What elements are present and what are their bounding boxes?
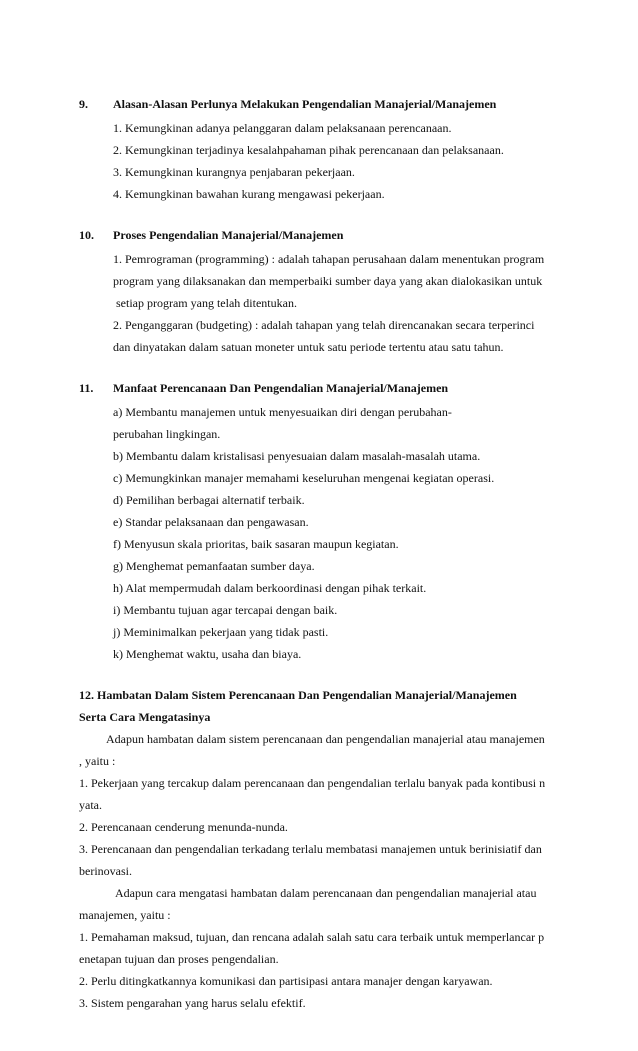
section-10-item: dan dinyatakan dalam satuan moneter untuk satu periode tertentu atau satu tahun. [113,340,504,354]
section-12-paragraph-line: berinovasi. [79,864,132,878]
section-12-paragraph-line: 3. Perencanaan dan pengendalian terkadang terlalu membatasi manajemen untuk berinisiatif dan [79,842,542,856]
section-11-item: f) Menyusun skala prioritas, baik sasaran maupun kegiatan. [113,537,399,551]
section-11-item: g) Menghemat pemanfaatan sumber daya. [113,559,315,573]
section-9-item: 1. Kemungkinan adanya pelanggaran dalam pelaksanaan perencanaan. [113,121,452,135]
section-9-number: 9. [79,97,88,111]
section-12-title-line1: 12. Hambatan Dalam Sistem Perencanaan Dan Pengendalian Manajerial/Manajemen [79,688,517,702]
section-12-paragraph-line: 1. Pekerjaan yang tercakup dalam perencanaan dan pengendalian terlalu banyak pada kontibusi n [79,776,546,790]
section-9-item: 4. Kemungkinan bawahan kurang mengawasi pekerjaan. [113,187,385,201]
section-11-title: Manfaat Perencanaan Dan Pengendalian Manajerial/Manajemen [113,381,449,395]
section-11-item: e) Standar pelaksanaan dan pengawasan. [113,515,309,529]
section-11-item: b) Membantu dalam kristalisasi penyesuaian dalam masalah-masalah utama. [113,449,481,463]
section-12-paragraph-line: enetapan tujuan dan proses pengendalian. [79,952,279,966]
section-12-paragraph-line: 2. Perencanaan cenderung menunda-nunda. [79,820,288,834]
section-12-paragraph-line: 2. Perlu ditingkatkannya komunikasi dan partisipasi antara manajer dengan karyawan. [79,974,493,988]
section-11-item: i) Membantu tujuan agar tercapai dengan baik. [113,603,338,617]
section-9-item: 3. Kemungkinan kurangnya penjabaran pekerjaan. [113,165,355,179]
section-11-item: perubahan lingkingan. [113,427,221,441]
section-12-paragraph-line: yata. [79,798,102,812]
section-10-title: Proses Pengendalian Manajerial/Manajemen [113,228,344,242]
section-11-item: d) Pemilihan berbagai alternatif terbaik. [113,493,305,507]
section-11-number: 11. [79,381,94,395]
section-10-item: program yang dilaksanakan dan memperbaiki sumber daya yang akan dialokasikan untuk [113,274,543,288]
section-12-title-line2: Serta Cara Mengatasinya [79,710,211,724]
section-10-item: 1. Pemrograman (programming) : adalah tahapan perusahaan dalam menentukan program [113,252,545,266]
section-12-paragraph-line: manajemen, yaitu : [79,908,171,922]
section-12-paragraph-line: 1. Pemahaman maksud, tujuan, dan rencana adalah salah satu cara terbaik untuk memperlancar p [79,930,545,944]
section-10-item: setiap program yang telah ditentukan. [116,296,297,310]
section-11-item: k) Menghemat waktu, usaha dan biaya. [113,647,302,661]
section-10-item: 2. Penganggaran (budgeting) : adalah tahapan yang telah direncanakan secara terperinci [113,318,535,332]
section-11-item: j) Meminimalkan pekerjaan yang tidak pasti. [113,625,329,639]
section-9-title: Alasan-Alasan Perlunya Melakukan Pengendalian Manajerial/Manajemen [113,97,497,111]
section-12-paragraph-line: 3. Sistem pengarahan yang harus selalu efektif. [79,996,306,1010]
section-9-item: 2. Kemungkinan terjadinya kesalahpahaman pihak perencanaan dan pelaksanaan. [113,143,504,157]
section-11-item: a) Membantu manajemen untuk menyesuaikan diri dengan perubahan- [113,405,452,419]
section-11-item: h) Alat mempermudah dalam berkoordinasi dengan pihak terkait. [113,581,427,595]
section-12-paragraph-line: Adapun cara mengatasi hambatan dalam perencanaan dan pengendalian manajerial atau [115,886,537,900]
section-10-number: 10. [79,228,94,242]
section-12-paragraph-line: Adapun hambatan dalam sistem perencanaan dan pengendalian manajerial atau manajemen [106,732,545,746]
section-11-item: c) Memungkinkan manajer memahami keseluruhan mengenai kegiatan operasi. [113,471,495,485]
section-12-paragraph-line: , yaitu : [79,754,116,768]
